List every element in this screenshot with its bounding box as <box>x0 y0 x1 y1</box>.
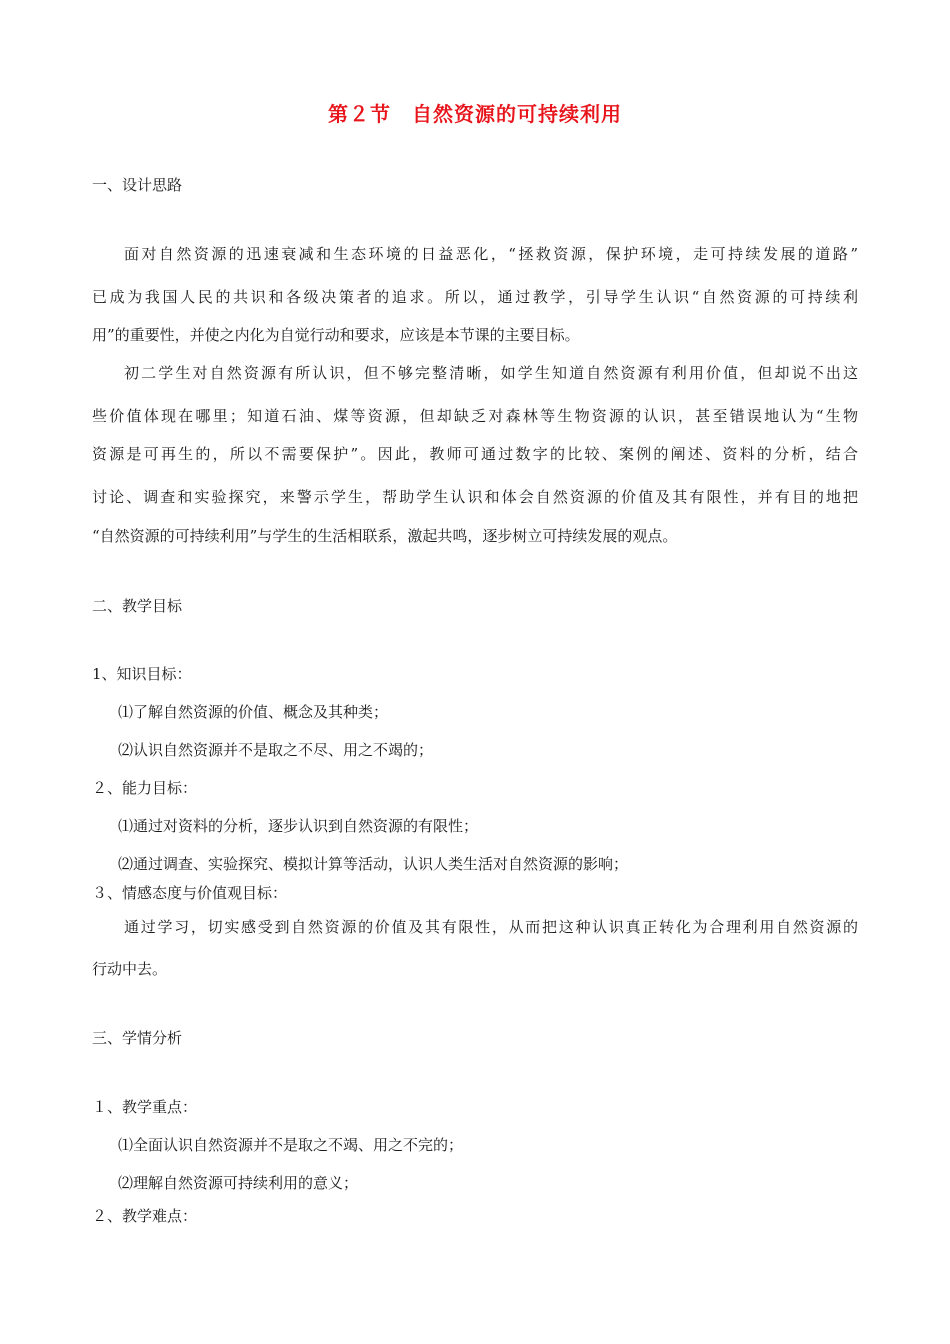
paragraph-line: 资源是可再生的，所以不需要保护”。因此，教师可通过数字的比较、案例的阐述、资料的分析，结合 <box>92 445 858 463</box>
section-heading-analysis: 三、学情分析 <box>92 1029 183 1047</box>
paragraph-line: “自然资源的可持续利用”与学生的生活相联系，激起共鸣，逐步树立可持续发展的观点。 <box>92 527 678 545</box>
ability-objective-item: ⑵通过调查、实验探究、模拟计算等活动，认识人类生活对自然资源的影响； <box>118 855 629 873</box>
section-heading-design: 一、设计思路 <box>92 176 183 194</box>
section-heading-objectives: 二、教学目标 <box>92 597 183 615</box>
emotion-objective-title: ３、情感态度与价值观目标： <box>92 884 288 902</box>
paragraph-line: 已成为我国人民的共识和各级决策者的追求。所以，通过教学，引导学生认识“自然资源的可持续利 <box>92 288 858 306</box>
paragraph-line: 通过学习，切实感受到自然资源的价值及其有限性，从而把这种认识真正转化为合理利用自然资源的 <box>124 918 858 936</box>
paragraph-line: 面对自然资源的迅速衰减和生态环境的日益恶化，“拯救资源，保护环境，走可持续发展的道路” <box>124 245 858 263</box>
ability-objective-title: ２、能力目标： <box>92 779 198 797</box>
focus-item: ⑴全面认识自然资源并不是取之不竭、用之不完的； <box>118 1136 464 1154</box>
paragraph-line: 讨论、调查和实验探究，来警示学生，帮助学生认识和体会自然资源的价值及其有限性，并有目的地把 <box>92 488 858 506</box>
focus-title: １、教学重点： <box>92 1098 198 1116</box>
paragraph-line: 些价值体现在哪里；知道石油、煤等资源，但却缺乏对森林等生物资源的认识，甚至错误地认为“生物 <box>92 407 858 425</box>
focus-item: ⑵理解自然资源可持续利用的意义； <box>118 1174 359 1192</box>
knowledge-objective-title: 1、知识目标： <box>92 665 192 683</box>
ability-objective-item: ⑴通过对资料的分析，逐步认识到自然资源的有限性； <box>118 817 479 835</box>
page-title: 第２节 自然资源的可持续利用 <box>328 102 622 126</box>
paragraph-line: 用”的重要性，并使之内化为自觉行动和要求，应该是本节课的主要目标。 <box>92 326 580 344</box>
knowledge-objective-item: ⑴了解自然资源的价值、概念及其种类； <box>118 703 389 721</box>
knowledge-objective-item: ⑵认识自然资源并不是取之不尽、用之不竭的； <box>118 741 434 759</box>
difficulty-title: ２、教学难点： <box>92 1207 198 1225</box>
paragraph-line: 初二学生对自然资源有所认识，但不够完整清晰，如学生知道自然资源有利用价值，但却说不出这 <box>124 364 858 382</box>
paragraph-line: 行动中去。 <box>92 960 168 978</box>
